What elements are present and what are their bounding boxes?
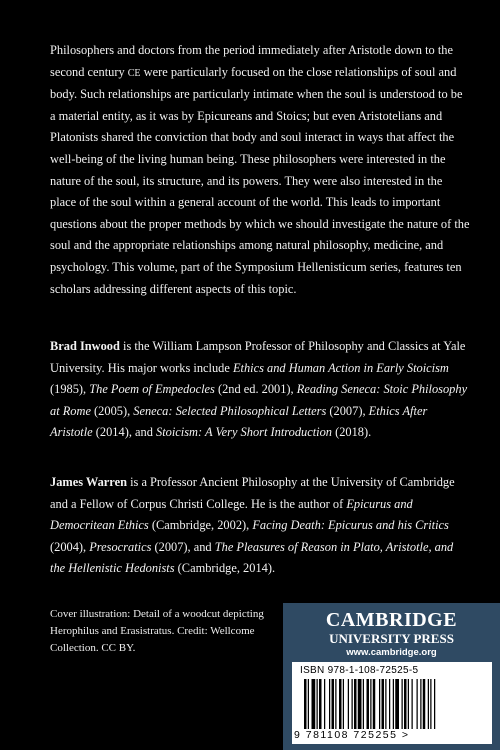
publisher-name: CAMBRIDGE bbox=[325, 609, 458, 631]
book-title: The Poem of Empedocles bbox=[89, 382, 215, 397]
barcode-digits: 9 781108 725255 > bbox=[294, 729, 410, 741]
book-title: The Pleasures of Reason in Plato, Aristotle, and the Hellenistic Hedonists bbox=[50, 539, 454, 576]
era-abbreviation: CE bbox=[127, 67, 141, 79]
publisher-subtitle: UNIVERSITY PRESS bbox=[329, 631, 454, 646]
author-bio-warren: James Warren is a Professor Ancient Philosophy at the University of Cambridge and a Fellow of Corpus Christi College. He is the author of Epicurus and Democritean Ethics (Cambridge, 2002), Facing Death: Epicurus and his Critics (2004), Presocratics (2007), and The Pleasures of Reason in Plato, Aristotle, and the Hellenistic Hedonists (Cambridge, 2014). bbox=[50, 475, 455, 576]
cover-illustration-credit: Cover illustration: Detail of a woodcut depicting Herophilus and Erasistratus. Credit: Wellcome Collection. CC BY. bbox=[50, 608, 264, 654]
isbn-label: ISBN 978-1-108-72525-5 bbox=[300, 665, 419, 676]
book-title: Stoicism: A Very Short Introduction bbox=[156, 425, 332, 440]
book-title: Presocratics bbox=[89, 539, 152, 554]
book-title: Reading Seneca: Stoic Philosophy at Rome bbox=[50, 382, 468, 418]
book-title: Seneca: Selected Philosophical Letters bbox=[133, 403, 327, 418]
author-bio-inwood: Brad Inwood is the William Lampson Professor of Philosophy and Classics at Yale University. His major works include Ethics and Human Action in Early Stoicism (1985), The Poem of Empedocles (2nd ed. 2001), Reading Seneca: Stoic Philosophy at Rome (2005), Seneca: Selected Philosophical Letters (2007), Ethics After Aristotle (2014), and Stoicism: A Very Short Introduction (2018). bbox=[50, 339, 468, 440]
author-name: Brad Inwood bbox=[50, 339, 120, 353]
book-title: Facing Death: Epicurus and his Critics bbox=[252, 518, 449, 533]
book-title: Ethics and Human Action in Early Stoicism bbox=[232, 360, 449, 375]
barcode-bars-icon bbox=[304, 679, 480, 729]
book-title: Epicurus and Democritean Ethics bbox=[50, 496, 413, 533]
publisher-url: www.cambridge.org bbox=[346, 647, 437, 658]
book-title: Ethics After Aristotle bbox=[50, 403, 428, 440]
isbn-barcode bbox=[292, 662, 492, 744]
author-name: James Warren bbox=[50, 475, 127, 489]
description-paragraph: Philosophers and doctors from the period immediately after Aristotle down to the second century CE were particularly focused on the close relationships of soul and body. Such relationships are particularly intimate when the soul is understood to be a material entity, as it was by Epicureans and Stoics; but even Aristotelians and Platonists shared the conviction that body and soul interact in ways that affect the well-being of the living human being. These philosophers were interested in the nature of the soul, its structure, and its powers. They were also interested in the place of the soul within a general account of the world. This leads to important questions about the proper methods by which we should investigate the nature of the soul and the appropriate relationships among natural philosophy, medicine, and psychology. This volume, part of the Symposium Hellenisticum series, features ten scholars addressing different aspects of this topic. bbox=[50, 43, 470, 296]
